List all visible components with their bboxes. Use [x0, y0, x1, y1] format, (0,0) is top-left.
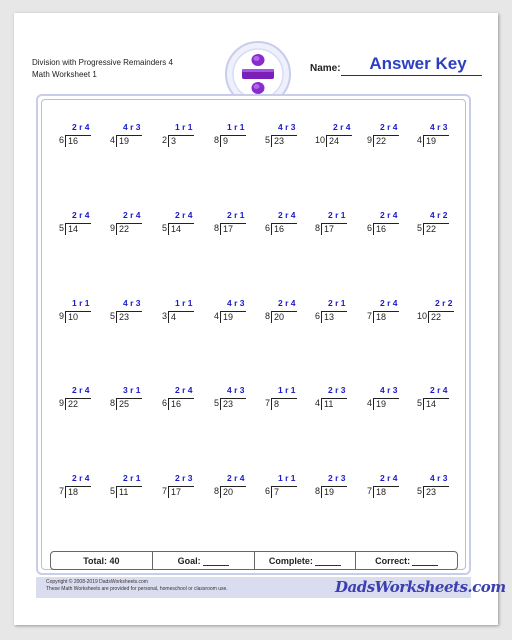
- division-problem: [314, 210, 366, 240]
- divisor: 7: [161, 486, 167, 496]
- division-problem: [416, 122, 468, 152]
- division-problem: [161, 473, 213, 503]
- division-problem: [264, 298, 316, 328]
- division-problem: [366, 385, 418, 415]
- answer-quotient: 4 r 3: [227, 385, 245, 395]
- division-problem: [161, 210, 213, 240]
- answer-quotient: 2 r 4: [72, 210, 90, 220]
- dividend: 22: [373, 135, 399, 147]
- correct-blank: [412, 556, 438, 566]
- divisor: 4: [416, 135, 422, 145]
- answer-quotient: 2 r 2: [435, 298, 453, 308]
- divisor: 8: [213, 135, 219, 145]
- answer-quotient: 4 r 3: [123, 298, 141, 308]
- divisor: 7: [264, 398, 270, 408]
- copyright: [46, 579, 228, 593]
- total-label: Total: 40: [83, 555, 120, 566]
- dividend: 23: [220, 398, 246, 410]
- divisor: 5: [109, 311, 115, 321]
- dividend: 17: [220, 223, 246, 235]
- divisor: 7: [366, 486, 372, 496]
- dividend: 19: [116, 135, 142, 147]
- division-problem: [109, 122, 161, 152]
- dividend: 19: [321, 486, 347, 498]
- division-problem: [58, 210, 110, 240]
- correct-cell: [355, 552, 457, 569]
- dividend: 13: [321, 311, 347, 323]
- dividend: 8: [271, 398, 297, 410]
- title-line-1: Division with Progressive Remainders 4: [32, 58, 173, 67]
- goal-blank: [203, 556, 229, 566]
- answer-quotient: 2 r 4: [175, 385, 193, 395]
- divisor: 10: [314, 135, 325, 145]
- divisor: 4: [314, 398, 320, 408]
- answer-quotient: 2 r 3: [328, 385, 346, 395]
- answer-quotient: 2 r 1: [328, 210, 346, 220]
- division-problem: [109, 210, 161, 240]
- answer-quotient: 2 r 4: [227, 473, 245, 483]
- dividend: 19: [220, 311, 246, 323]
- dividend: 25: [116, 398, 142, 410]
- dividend: 4: [168, 311, 194, 323]
- title-line-2: Math Worksheet 1: [32, 70, 97, 79]
- answer-quotient: 1 r 1: [278, 473, 296, 483]
- division-problem: [264, 210, 316, 240]
- dividend: 19: [423, 135, 449, 147]
- divisor: 5: [161, 223, 167, 233]
- answer-quotient: 2 r 4: [333, 122, 351, 132]
- division-problem: [109, 298, 161, 328]
- dividend: 17: [168, 486, 194, 498]
- score-bar: [50, 551, 458, 570]
- dividend: 22: [428, 311, 454, 323]
- division-problem: [416, 298, 468, 328]
- divisor: 6: [58, 135, 64, 145]
- divisor: 9: [366, 135, 372, 145]
- division-problem: [161, 298, 213, 328]
- divisor: 5: [109, 486, 115, 496]
- dividend: 18: [373, 311, 399, 323]
- division-problem: [213, 122, 265, 152]
- answer-quotient: 1 r 1: [175, 122, 193, 132]
- dividend: 11: [116, 486, 142, 498]
- divisor: 5: [213, 398, 219, 408]
- dividend: 20: [271, 311, 297, 323]
- division-problem: [366, 473, 418, 503]
- dividend: 16: [65, 135, 91, 147]
- dividend: 20: [220, 486, 246, 498]
- complete-blank: [315, 556, 341, 566]
- divisor: 3: [161, 311, 167, 321]
- copyright-line-1: Copyright © 2008-2019 DadsWorksheets.com: [46, 579, 148, 585]
- division-problem: [109, 473, 161, 503]
- answer-quotient: 1 r 1: [175, 298, 193, 308]
- dividend: 18: [65, 486, 91, 498]
- divisor: 8: [314, 223, 320, 233]
- dividend: 14: [168, 223, 194, 235]
- answer-quotient: 2 r 1: [328, 298, 346, 308]
- division-problem: [416, 385, 468, 415]
- dividend: 18: [373, 486, 399, 498]
- answer-quotient: 2 r 4: [72, 473, 90, 483]
- correct-label: Correct:: [375, 555, 411, 566]
- answer-quotient: 2 r 4: [278, 298, 296, 308]
- dividend: 16: [271, 223, 297, 235]
- division-problem: [416, 210, 468, 240]
- answer-quotient: 2 r 3: [175, 473, 193, 483]
- divisor: 5: [416, 398, 422, 408]
- answer-quotient: 2 r 4: [430, 385, 448, 395]
- dividend: 23: [116, 311, 142, 323]
- division-problem: [264, 473, 316, 503]
- divisor: 6: [264, 223, 270, 233]
- answer-quotient: 1 r 1: [72, 298, 90, 308]
- divisor: 8: [213, 223, 219, 233]
- dividend: 14: [423, 398, 449, 410]
- divisor: 7: [366, 311, 372, 321]
- division-problem: [161, 122, 213, 152]
- divisor: 6: [314, 311, 320, 321]
- divisor: 7: [58, 486, 64, 496]
- divisor: 5: [58, 223, 64, 233]
- divisor: 4: [366, 398, 372, 408]
- answer-quotient: 4 r 3: [278, 122, 296, 132]
- dividend: 22: [423, 223, 449, 235]
- division-problem: [58, 122, 110, 152]
- answer-quotient: 2 r 4: [123, 210, 141, 220]
- answer-quotient: 2 r 4: [72, 385, 90, 395]
- answer-quotient: 2 r 4: [72, 122, 90, 132]
- division-problem: [366, 122, 418, 152]
- divisor: 6: [161, 398, 167, 408]
- divisor: 9: [58, 311, 64, 321]
- divisor: 8: [213, 486, 219, 496]
- division-problem: [314, 473, 366, 503]
- dividend: 22: [116, 223, 142, 235]
- division-problem: [213, 473, 265, 503]
- total-cell: [51, 552, 152, 569]
- dividend: 24: [326, 135, 352, 147]
- division-problem: [213, 298, 265, 328]
- answer-quotient: 4 r 3: [380, 385, 398, 395]
- dividend: 7: [271, 486, 297, 498]
- divisor: 8: [109, 398, 115, 408]
- divisor: 6: [366, 223, 372, 233]
- copyright-line-2: These Math Worksheets are provided for personal, homeschool or classroom use.: [46, 586, 228, 592]
- answer-quotient: 2 r 4: [380, 298, 398, 308]
- dividend: 19: [373, 398, 399, 410]
- division-problem: [58, 298, 110, 328]
- answer-quotient: 2 r 1: [123, 473, 141, 483]
- divisor: 2: [161, 135, 167, 145]
- divisor: 5: [416, 486, 422, 496]
- name-label: Name:: [310, 63, 341, 74]
- divisor: 10: [416, 311, 427, 321]
- complete-label: Complete:: [268, 555, 313, 566]
- divisor: 5: [264, 135, 270, 145]
- answer-quotient: 2 r 4: [175, 210, 193, 220]
- division-problem: [264, 122, 316, 152]
- goal-label: Goal:: [177, 555, 201, 566]
- dividend: 14: [65, 223, 91, 235]
- division-problem: [366, 298, 418, 328]
- division-problem: [213, 210, 265, 240]
- dividend: 17: [321, 223, 347, 235]
- answer-key-label: Answer Key: [369, 54, 467, 73]
- dividend: 23: [271, 135, 297, 147]
- answer-quotient: 1 r 1: [278, 385, 296, 395]
- division-problem: [366, 210, 418, 240]
- dividend: 16: [373, 223, 399, 235]
- answer-quotient: 4 r 3: [227, 298, 245, 308]
- answer-quotient: 2 r 4: [278, 210, 296, 220]
- complete-cell: [254, 552, 356, 569]
- answer-quotient: 4 r 3: [430, 473, 448, 483]
- division-problem: [161, 385, 213, 415]
- brand-logo: DadsWorksheets.com: [335, 578, 506, 596]
- dividend: 23: [423, 486, 449, 498]
- dividend: 11: [321, 398, 347, 410]
- divisor: 6: [264, 486, 270, 496]
- dividend: 16: [168, 398, 194, 410]
- divisor: 4: [213, 311, 219, 321]
- goal-cell: [152, 552, 254, 569]
- answer-quotient: 2 r 3: [328, 473, 346, 483]
- division-problem: [213, 385, 265, 415]
- divisor: 4: [109, 135, 115, 145]
- division-problem: [314, 385, 366, 415]
- divisor: 5: [416, 223, 422, 233]
- division-problem: [314, 298, 366, 328]
- division-problem: [264, 385, 316, 415]
- divisor: 8: [264, 311, 270, 321]
- divisor: 9: [58, 398, 64, 408]
- dividend: 3: [168, 135, 194, 147]
- division-problem: [109, 385, 161, 415]
- dividend: 10: [65, 311, 91, 323]
- divisor: 9: [109, 223, 115, 233]
- answer-quotient: 4 r 2: [430, 210, 448, 220]
- answer-quotient: 2 r 4: [380, 210, 398, 220]
- answer-quotient: 4 r 3: [430, 122, 448, 132]
- divisor: 8: [314, 486, 320, 496]
- answer-quotient: 2 r 4: [380, 122, 398, 132]
- dividend: 22: [65, 398, 91, 410]
- answer-quotient: 3 r 1: [123, 385, 141, 395]
- answer-quotient: 1 r 1: [227, 122, 245, 132]
- division-problem: [314, 122, 366, 152]
- division-problem: [416, 473, 468, 503]
- dividend: 9: [220, 135, 246, 147]
- division-problem: [58, 385, 110, 415]
- answer-quotient: 2 r 1: [227, 210, 245, 220]
- answer-quotient: 2 r 4: [380, 473, 398, 483]
- division-problem: [58, 473, 110, 503]
- answer-quotient: 4 r 3: [123, 122, 141, 132]
